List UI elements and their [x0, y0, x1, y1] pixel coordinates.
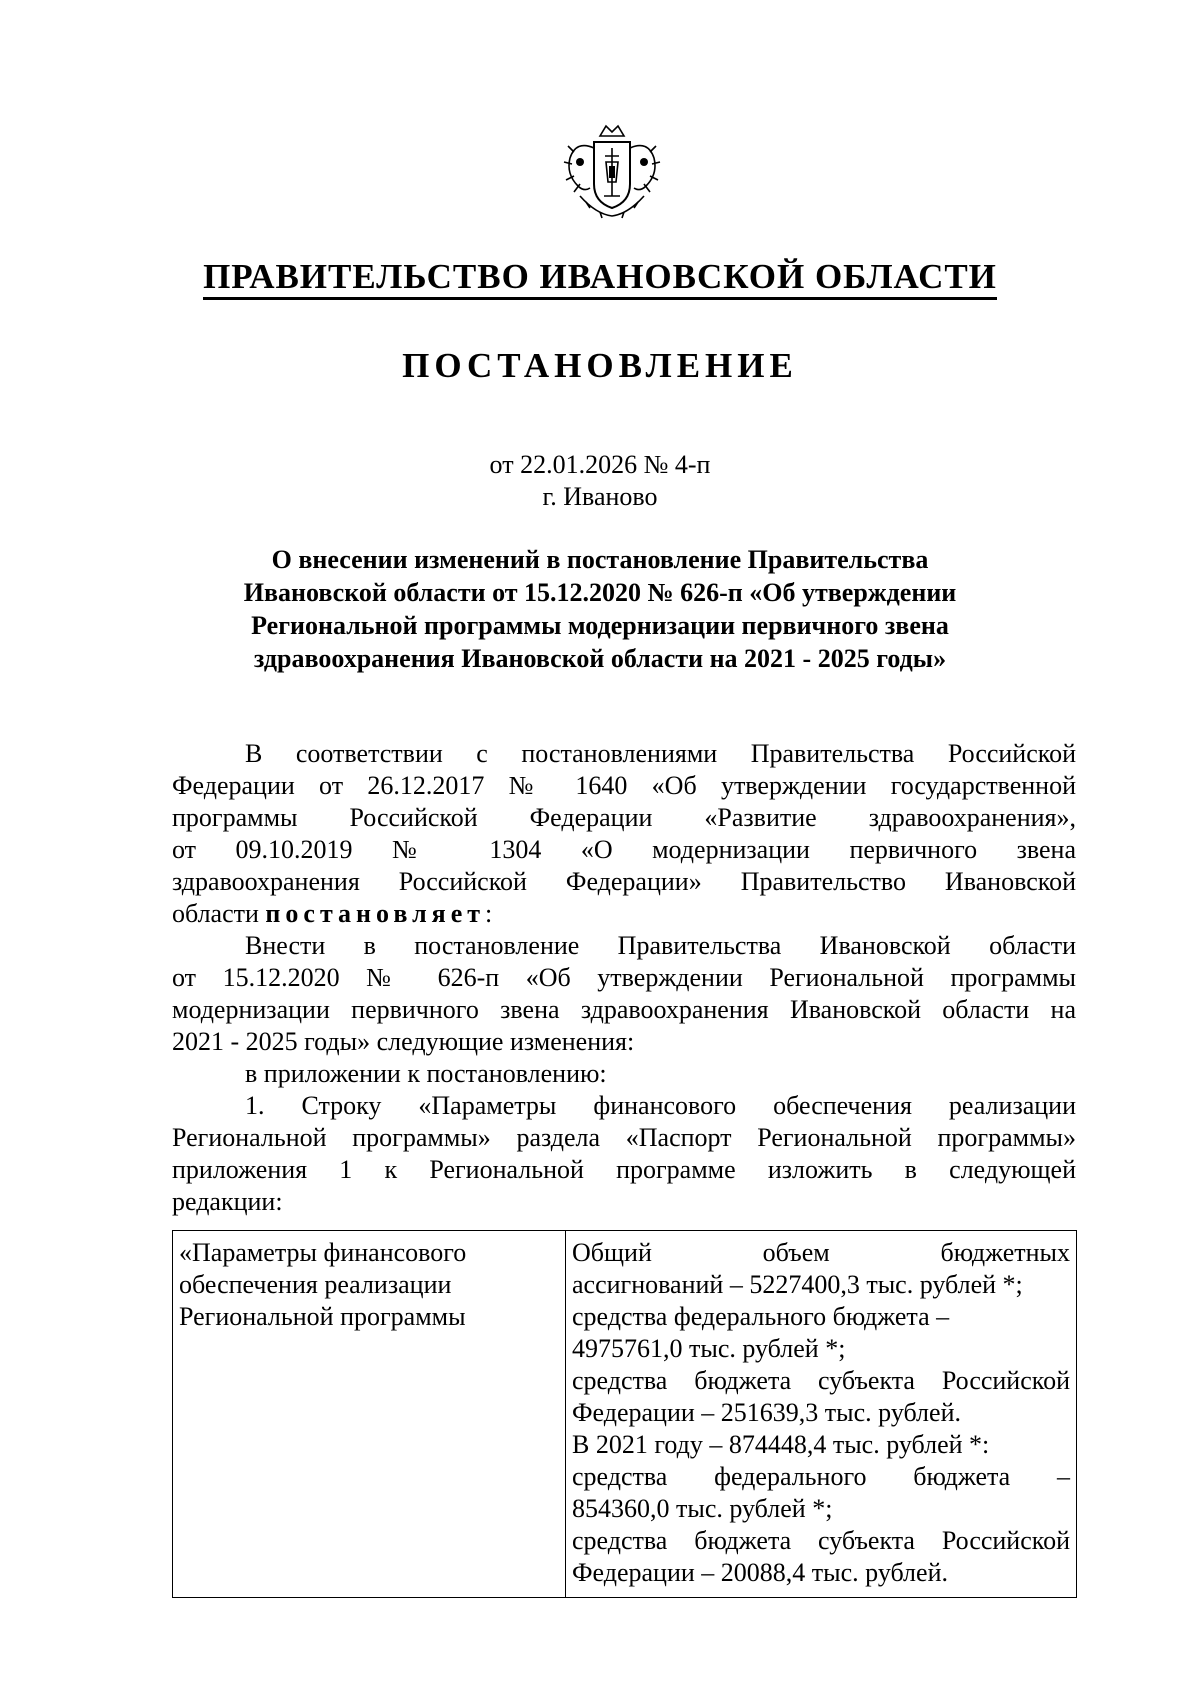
- city: г. Иваново: [542, 482, 658, 511]
- document-meta: [0, 449, 1200, 513]
- cell-line: Общий объем бюджетных: [572, 1238, 1070, 1267]
- item-1-paragraph: [172, 1090, 1076, 1218]
- cell-line: Региональной программы: [179, 1302, 466, 1331]
- paragraph-line: редакции:: [172, 1187, 283, 1216]
- title-line: О внесении изменений в постановление Правительства: [271, 545, 929, 574]
- paragraph-line: Федерации от 26.12.2017 № 1640 «Об утверждении государственной: [172, 771, 1076, 800]
- cell-line: В 2021 году – 874448,4 тыс. рублей *:: [572, 1430, 990, 1459]
- title-line: Ивановской области от 15.12.2020 № 626-п «Об утверждении: [243, 578, 957, 607]
- paragraph-line: программы Российской Федерации «Развитие здравоохранения»,: [172, 803, 1076, 832]
- table-row: [173, 1231, 1077, 1598]
- financing-parameters-table: [172, 1230, 1077, 1598]
- paragraph-line: приложения 1 к Региональной программе изложить в следующей: [172, 1155, 1076, 1184]
- cell-line: средства федерального бюджета –: [572, 1462, 1070, 1491]
- preamble-prefix: области: [172, 899, 266, 928]
- title-line: Региональной программы модернизации первичного звена: [251, 611, 949, 640]
- cell-line: 4975761,0 тыс. рублей *;: [572, 1334, 846, 1363]
- annex-line: в приложении к постановлению:: [245, 1059, 607, 1088]
- cell-line: обеспечения реализации: [179, 1270, 452, 1299]
- paragraph-line: 1. Строку «Параметры финансового обеспечения реализации: [245, 1091, 1076, 1120]
- coat-of-arms-emblem: [560, 122, 664, 222]
- cell-line: Федерации – 20088,4 тыс. рублей.: [572, 1558, 948, 1587]
- cell-line: средства федерального бюджета –: [572, 1302, 950, 1331]
- paragraph-line: Внести в постановление Правительства Ивановской области: [245, 931, 1076, 960]
- preamble-suffix: :: [485, 899, 493, 928]
- government-title: ПРАВИТЕЛЬСТВО ИВАНОВСКОЙ ОБЛАСТИ: [203, 257, 997, 300]
- government-name: [0, 257, 1200, 297]
- paragraph-line: 2021 - 2025 годы» следующие изменения:: [172, 1027, 635, 1056]
- document-title: [200, 543, 1000, 675]
- parameter-name-cell: [173, 1231, 566, 1598]
- cell-line: Федерации – 251639,3 тыс. рублей.: [572, 1398, 961, 1427]
- date-number: от 22.01.2026 № 4-п: [489, 450, 711, 479]
- document-type: ПОСТАНОВЛЕНИЕ: [402, 346, 798, 385]
- cell-line: средства бюджета субъекта Российской: [572, 1366, 1070, 1395]
- decides-word: постановляет: [265, 899, 486, 928]
- paragraph-line: В соответствии с постановлениями Правительства Российской: [245, 739, 1076, 768]
- paragraph-line: от 15.12.2020 № 626-п «Об утверждении Региональной программы: [172, 963, 1076, 992]
- preamble-paragraph: [172, 738, 1076, 930]
- paragraph-line: Региональной программы» раздела «Паспорт Региональной программы»: [172, 1123, 1076, 1152]
- paragraph-line: модернизации первичного звена здравоохранения Ивановской области на: [172, 995, 1076, 1024]
- cell-line: ассигнований – 5227400,3 тыс. рублей *;: [572, 1270, 1023, 1299]
- cell-line: «Параметры финансового: [179, 1238, 467, 1267]
- cell-line: 854360,0 тыс. рублей *;: [572, 1494, 833, 1523]
- parameter-value-cell: [566, 1231, 1077, 1598]
- paragraph-line: от 09.10.2019 № 1304 «О модернизации первичного звена: [172, 835, 1076, 864]
- paragraph-line: здравоохранения Российской Федерации» Правительство Ивановской: [172, 867, 1076, 896]
- title-line: здравоохранения Ивановской области на 2021 - 2025 годы»: [253, 644, 947, 673]
- paragraph-line: [172, 898, 1076, 930]
- amendment-paragraph: [172, 930, 1076, 1090]
- cell-line: средства бюджета субъекта Российской: [572, 1526, 1070, 1555]
